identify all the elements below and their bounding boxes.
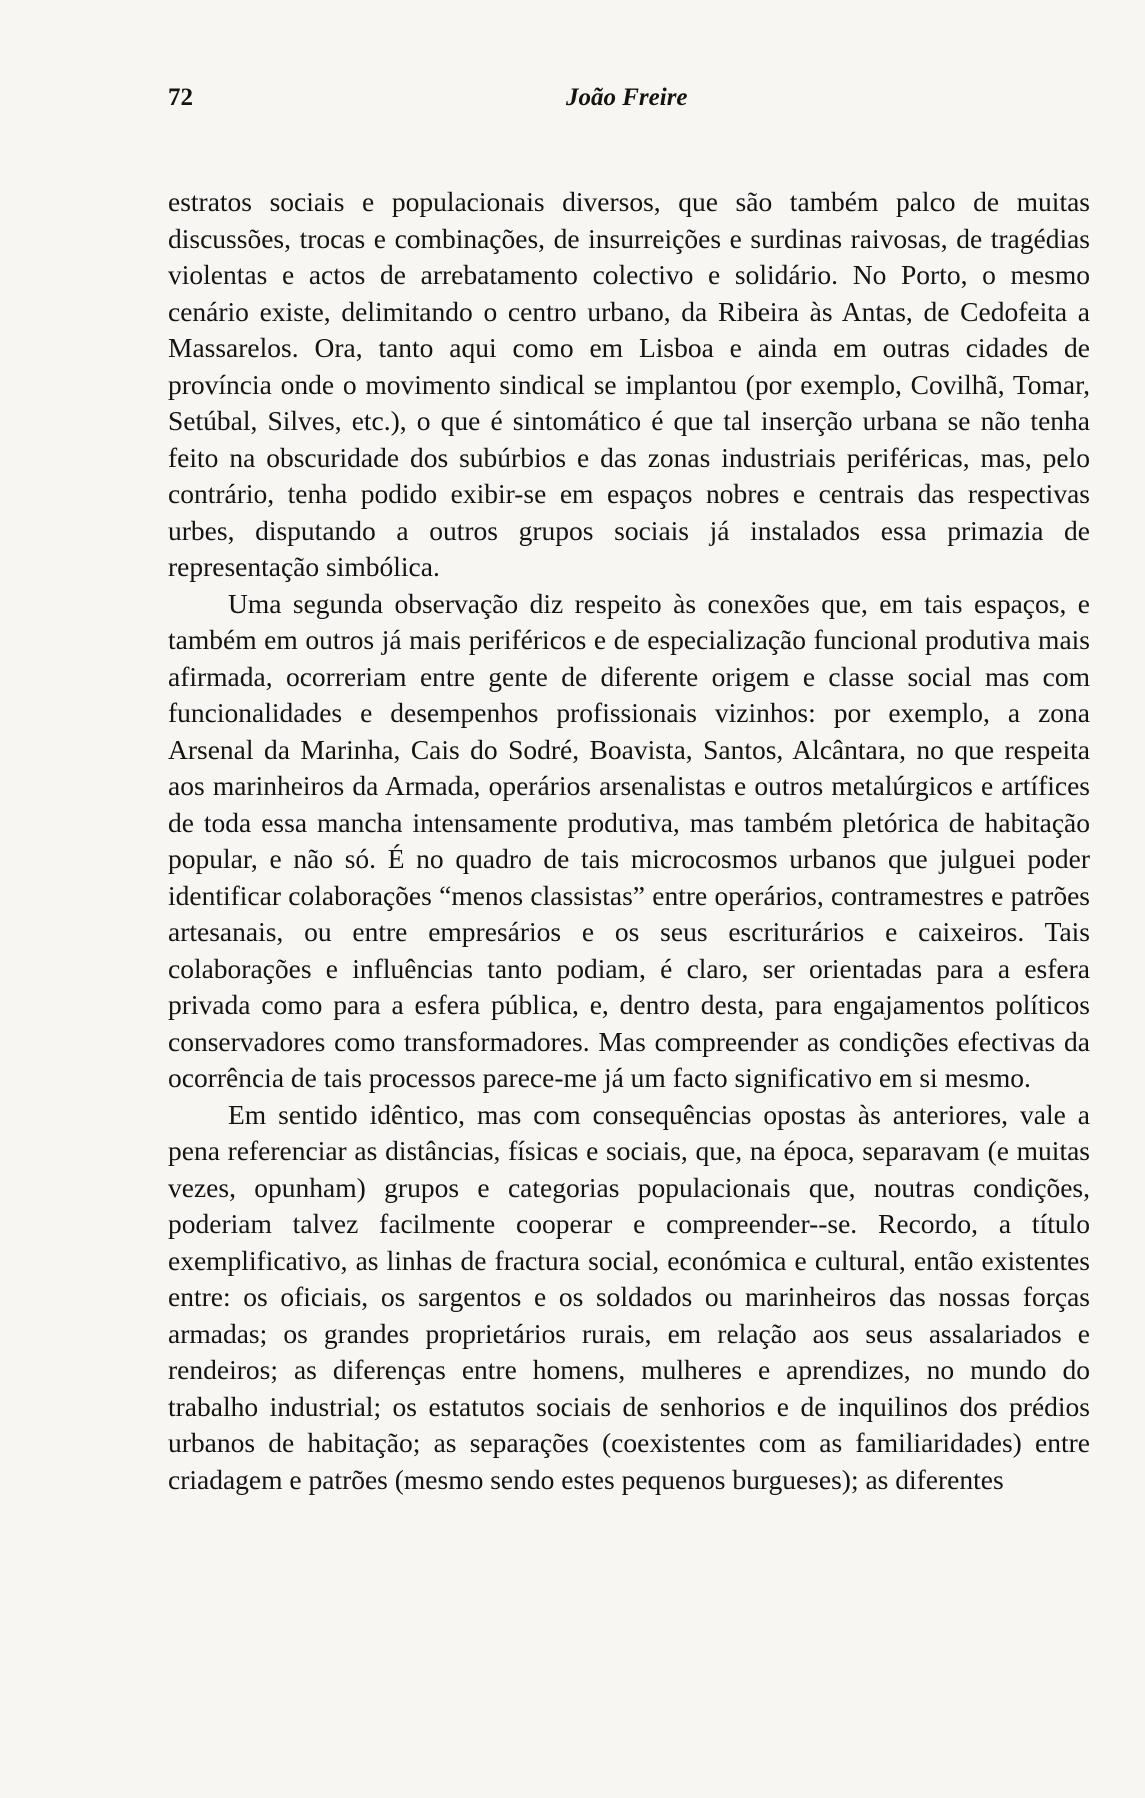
running-head: [168, 84, 1090, 124]
body-text: [168, 184, 1090, 1498]
page-number: 72: [168, 84, 193, 111]
paragraph-2: Uma segunda observação diz respeito às conexões que, em tais espaços, e também em outros já mais periféricos e de especialização funcional produtiva mais afirmada, ocorreriam entre gente de diferente origem e classe social mas com funcionalidades e desempenhos profissionais vizinhos: por exemplo, a zona Arsenal da Marinha, Cais do Sodré, Boavista, Santos, Alcântara, no que respeita aos marinheiros da Armada, operários arsenalistas e outros metalúrgicos e artífices de toda essa mancha intensamente produtiva, mas também pletórica de habitação popular, e não só. É no quadro de tais microcosmos urbanos que julguei poder identificar colaborações “menos classistas” entre operários, contramestres e patrões artesanais, ou entre empresários e os seus escriturários e caixeiros. Tais colaborações e influências tanto podiam, é claro, ser orientadas para a esfera privada como para a esfera pública, e, dentro desta, para engajamentos políticos conservadores como transformadores. Mas compreender as condições efectivas da ocorrência de tais processos parece-me já um facto significativo em si mesmo.: [168, 587, 1090, 1093]
paragraph-1: estratos sociais e populacionais diversos, que são também palco de muitas discussões, trocas e combinações, de insurreições e surdinas raivosas, de tragédias violentas e actos de arrebatamento colectivo e solidário. No Porto, o mesmo cenário existe, delimitando o centro urbano, da Ribeira às Antas, de Cedofeita a Massarelos. Ora, tanto aqui como em Lisboa e ainda em outras cidades de província onde o movimento sindical se implantou (por exemplo, Covilhã, Tomar, Setúbal, Silves, etc.), o que é sintomático é que tal inserção urbana se não tenha feito na obscuridade dos subúrbios e das zonas industriais periféricas, mas, pelo contrário, tenha podido exibir-se em espaços nobres e centrais das respectivas urbes, disputando a outros grupos sociais já instalados essa primazia de representação simbólica.: [168, 186, 1090, 582]
book-page: [168, 0, 1090, 1798]
paragraph-3: Em sentido idêntico, mas com consequências opostas às anteriores, vale a pena referenciar as distâncias, físicas e sociais, que, na época, separavam (e muitas vezes, opunham) grupos e categorias populacionais que, noutras condições, poderiam talvez facilmente cooperar e compreender--se. Recordo, a título exemplificativo, as linhas de fractura social, económica e cultural, então existentes entre: os oficiais, os sargentos e os soldados ou marinheiros das nossas forças armadas; os grandes proprietários rurais, em relação aos seus assalariados e rendeiros; as diferenças entre homens, mulheres e aprendizes, no mundo do trabalho industrial; os estatutos sociais de senhorios e de inquilinos dos prédios urbanos de habitação; as separações (coexistentes com as familiaridades) entre criadagem e patrões (mesmo sendo estes pequenos burgueses); as diferentes: [168, 1098, 1090, 1495]
running-head-author: João Freire: [566, 84, 688, 111]
